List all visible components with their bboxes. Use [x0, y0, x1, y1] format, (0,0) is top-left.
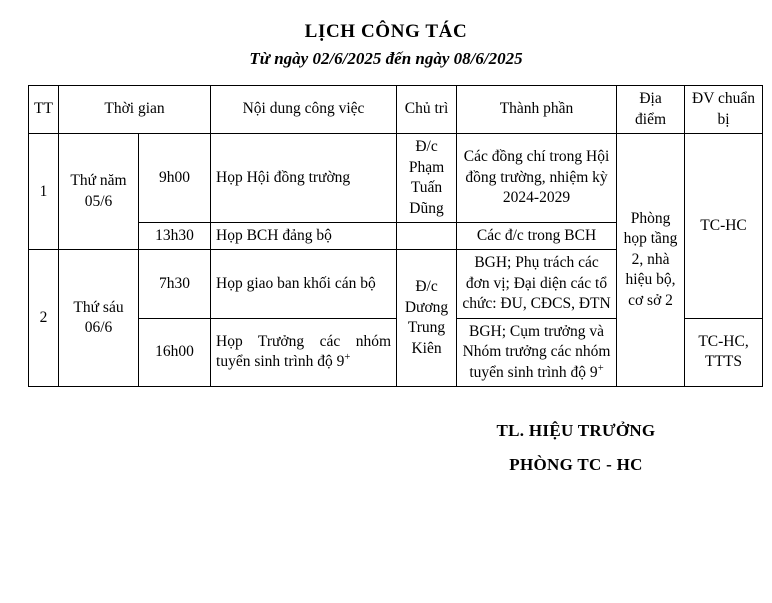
row-time: 16h00	[139, 318, 211, 386]
row-number: 2	[29, 250, 59, 387]
table-row	[29, 134, 763, 223]
row-task	[211, 318, 397, 386]
header-attendees: Thành phần	[457, 86, 617, 134]
header-tt: TT	[29, 86, 59, 134]
row-attendees: Các đ/c trong BCH	[457, 222, 617, 249]
document-title: LỊCH CÔNG TÁC	[304, 21, 468, 42]
table-body	[29, 134, 763, 387]
title-block	[0, 0, 772, 71]
row-task: Họp giao ban khối cán bộ	[211, 250, 397, 318]
header-dept: ĐV chuẩn bị	[685, 86, 763, 134]
row-attendees	[457, 318, 617, 386]
table-header	[29, 86, 763, 134]
row-time: 13h30	[139, 222, 211, 249]
header-chair: Chủ trì	[397, 86, 457, 134]
row-attendees: Các đồng chí trong Hội đồng trường, nhiệm kỳ 2024-2029	[457, 134, 617, 223]
row-place: Phòng họp tầng 2, nhà hiệu bộ, cơ sở 2	[617, 134, 685, 387]
row-task-superscript: +	[344, 352, 351, 364]
header-row	[29, 86, 763, 134]
row-chair-empty	[397, 222, 457, 249]
row-time: 9h00	[139, 134, 211, 223]
row-attendees-text: BGH; Cụm trưởng và Nhóm trưởng các nhóm tuyển sinh trình độ 9	[462, 322, 611, 381]
row-task: Họp Hội đồng trường	[211, 134, 397, 223]
signature-role: TL. HIỆU TRƯỞNG	[496, 421, 656, 441]
row-number: 1	[29, 134, 59, 250]
row-attendees: BGH; Phụ trách các đơn vị; Đại diện các tổ chức: ĐU, CĐCS, ĐTN	[457, 250, 617, 318]
row-task: Họp BCH đảng bộ	[211, 222, 397, 249]
document-date-range: Từ ngày 02/6/2025 đến ngày 08/6/2025	[249, 48, 523, 68]
header-task: Nội dung công việc	[211, 86, 397, 134]
signature-block	[426, 421, 726, 475]
header-place: Địa điểm	[617, 86, 685, 134]
row-day: Thứ năm 05/6	[59, 134, 139, 250]
row-chair: Đ/c Phạm Tuấn Dũng	[397, 134, 457, 223]
schedule-table-container	[28, 85, 756, 387]
schedule-table	[28, 85, 763, 387]
row-attendees-superscript: +	[597, 362, 604, 374]
row-dept: TC-HC	[685, 134, 763, 319]
row-day: Thứ sáu 06/6	[59, 250, 139, 387]
header-time: Thời gian	[59, 86, 211, 134]
row-time: 7h30	[139, 250, 211, 318]
signature-department: PHÒNG TC - HC	[509, 455, 643, 475]
row-chair: Đ/c Dương Trung Kiên	[397, 250, 457, 387]
row-dept: TC-HC, TTTS	[685, 318, 763, 386]
row-task-text: Họp Trưởng các nhóm tuyển sinh trình độ 9	[216, 333, 392, 371]
